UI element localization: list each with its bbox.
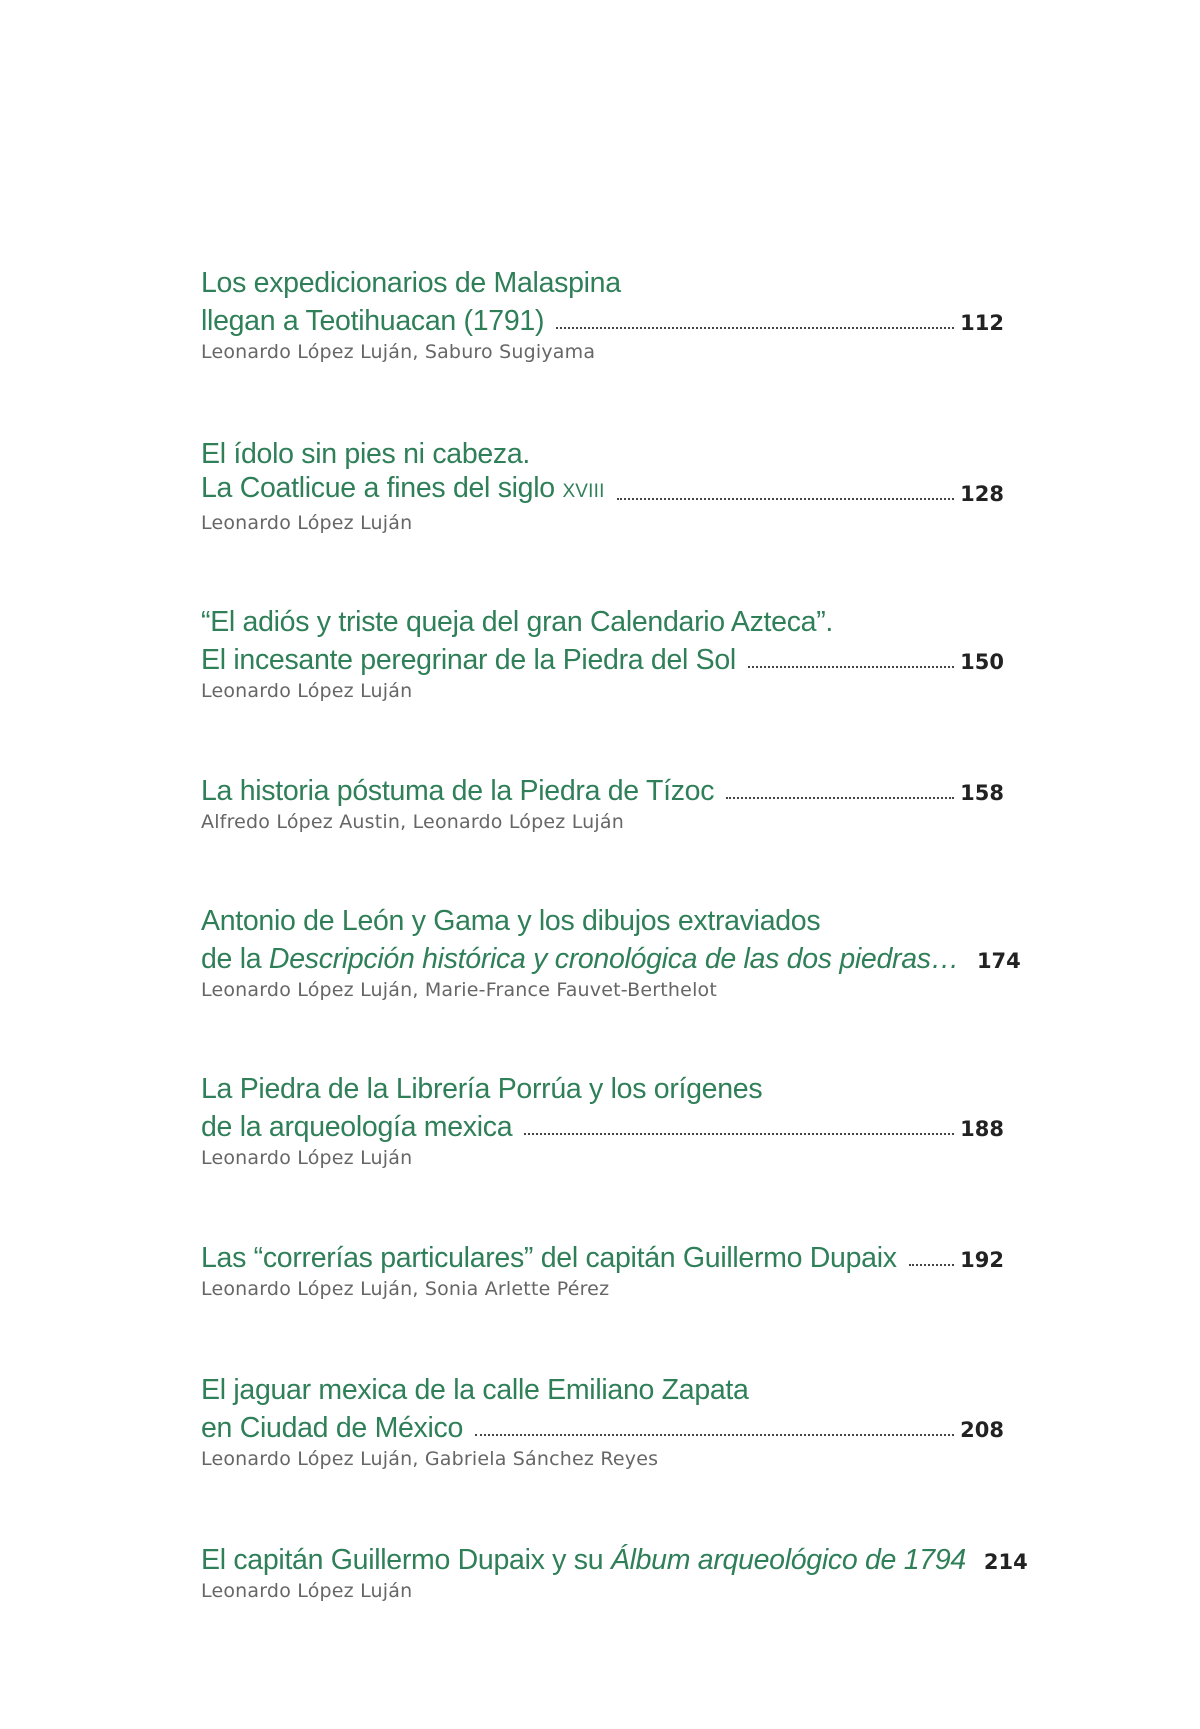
toc-entry [201, 772, 1004, 833]
entry-title-line: El incesante peregrinar de la Piedra del Sol [201, 644, 736, 676]
page-number: 128 [960, 482, 1004, 506]
page-number: 214 [983, 1550, 1028, 1574]
entry-title-line [201, 469, 605, 511]
entry-authors: Leonardo López Luján [201, 1580, 413, 1602]
entry-authors: Leonardo López Luján [201, 1147, 413, 1169]
dot-leader [726, 797, 954, 799]
toc-entry [201, 902, 1021, 1001]
page-number: 192 [960, 1248, 1004, 1272]
dot-leader [748, 666, 954, 668]
entry-title-line [201, 1541, 966, 1579]
entry-title-line: Los expedicionarios de Malaspina [201, 267, 621, 299]
toc-entry [201, 435, 1004, 534]
toc-entry [201, 1541, 1028, 1602]
page-number: 188 [960, 1117, 1004, 1141]
toc-entry [201, 1239, 1004, 1300]
entry-title-line: “El adiós y triste queja del gran Calendario Azteca”. [201, 606, 834, 638]
entry-authors: Leonardo López Luján [201, 680, 413, 702]
entry-authors: Alfredo López Austin, Leonardo López Luján [201, 811, 624, 833]
book-title-italic: Descripción histórica y cronológica de las dos piedras… [268, 943, 959, 975]
entry-title-line: La historia póstuma de la Piedra de Tízoc [201, 775, 715, 807]
entry-title-line: en Ciudad de México [201, 1412, 464, 1444]
entry-title-line: La Piedra de la Librería Porrúa y los orígenes [201, 1073, 763, 1105]
dot-leader [909, 1264, 954, 1266]
entry-authors: Leonardo López Luján, Gabriela Sánchez Reyes [201, 1448, 659, 1470]
entry-authors: Leonardo López Luján, Marie-France Fauvet-Berthelot [201, 979, 718, 1001]
entry-title-line: llegan a Teotihuacan (1791) [201, 305, 545, 337]
entry-authors: Leonardo López Luján [201, 512, 413, 534]
entry-authors: Leonardo López Luján, Saburo Sugiyama [201, 341, 596, 363]
toc-entry [201, 264, 1004, 363]
page-number: 208 [960, 1418, 1004, 1442]
title-text-part: La Coatlicue a fines del siglo [201, 472, 563, 504]
toc-entry [201, 1371, 1004, 1470]
title-text-part: de la [201, 943, 269, 975]
toc-entry [201, 603, 1004, 702]
entry-title-line: Antonio de León y Gama y los dibujos extraviados [201, 905, 821, 937]
dot-leader [524, 1133, 954, 1135]
entry-title-line: Las “correrías particulares” del capitán Guillermo Dupaix [201, 1242, 897, 1274]
entry-title-line: El ídolo sin pies ni cabeza. [201, 438, 531, 470]
entry-authors: Leonardo López Luján, Sonia Arlette Pérez [201, 1278, 610, 1300]
entry-title-line: El jaguar mexica de la calle Emiliano Zapata [201, 1374, 749, 1406]
century-numeral: XVIII [562, 481, 605, 502]
page-number: 112 [960, 311, 1004, 335]
dot-leader [475, 1434, 954, 1436]
title-text-part: El capitán Guillermo Dupaix y su [201, 1544, 611, 1576]
page-number: 150 [960, 650, 1004, 674]
dot-leader [617, 498, 955, 500]
book-title-italic: Álbum arqueológico de 1794 [610, 1544, 966, 1576]
page-number: 158 [960, 781, 1004, 805]
entry-title-line [201, 940, 959, 978]
dot-leader [556, 327, 954, 329]
page-number: 174 [976, 949, 1021, 973]
entry-title-line: de la arqueología mexica [201, 1111, 513, 1143]
toc-entry [201, 1070, 1004, 1169]
